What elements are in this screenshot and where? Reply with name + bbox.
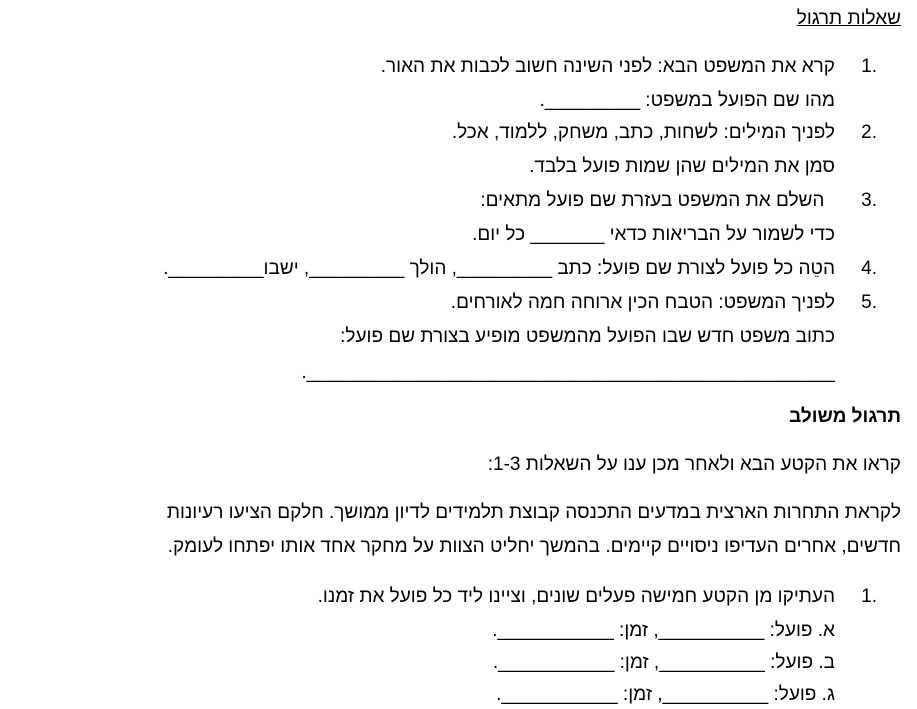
question-4	[163, 256, 877, 282]
question-5-sub: כתוב משפט חדש שבו הפועל מהמשפט מופיע בצורת שם פועל:	[340, 326, 835, 347]
question-text: קרא את המשפט הבא: לפני השינה חשוב לכבות את האור.	[380, 56, 835, 77]
question-3-sub: כדי לשמור על הבריאות כדאי _______ כל יום.	[472, 224, 835, 245]
instruction-text: קראו את הקטע הבא ולאחר מכן ענו על השאלות 1-3:	[487, 454, 901, 475]
answer-row-b: ב. פועל: __________, זמן: ___________.	[492, 652, 835, 673]
answer-row-a: א. פועל: __________, זמן: ___________.	[492, 620, 835, 641]
question-1-sub: מהו שם הפועל במשפט: _________.	[539, 90, 835, 111]
question-number: .3	[861, 190, 877, 211]
answer-row-c: ג. פועל: __________, זמן: ___________.	[496, 684, 835, 705]
answer-line: __________________________________________________.	[301, 362, 835, 383]
question-3	[480, 188, 877, 214]
question-text: לפניך המילים: לשחות, כתב, משחק, ללמוד, אכל.	[451, 122, 835, 143]
question-number: .2	[861, 122, 877, 143]
question-text: העתיקו מן הקטע חמישה פעלים שונים, וציינו ליד כל פועל את זמנו.	[317, 586, 835, 607]
question-number: .4	[861, 258, 877, 279]
question-number: .1	[861, 586, 877, 607]
section-title-combined: תרגול משולב	[789, 406, 901, 427]
question-text: השלם את המשפט בעזרת שם פועל מתאים:	[480, 190, 835, 211]
combined-question-1	[318, 584, 877, 610]
question-text: לפניך המשפט: הטבח הכין ארוחה חמה לאורחים.	[450, 292, 835, 313]
section-title-practice: שאלות תרגול	[796, 8, 901, 29]
question-number: .1	[861, 56, 877, 77]
question-2	[452, 120, 877, 146]
question-2-sub: סמן את המילים שהן שמות פועל בלבד.	[529, 156, 835, 177]
question-text: הטֵה כל פועל לצורת שם פועל: כתב _________, הולך _________, ישבו_________.	[163, 258, 835, 279]
passage-line-2: חדשים, אחרים העדיפו ניסויים קיימים. בהמשך יחליט הצוות על מחקר אחד אותו יפתחו לעומק.	[167, 536, 901, 557]
question-number: .5	[861, 292, 877, 313]
passage-line-1: לקראת התחרות הארצית במדעים התכנסה קבוצת תלמידים לדיון ממושך. חלקם הציעו רעיונות	[166, 502, 901, 523]
question-1	[381, 54, 877, 80]
question-5	[451, 290, 877, 316]
